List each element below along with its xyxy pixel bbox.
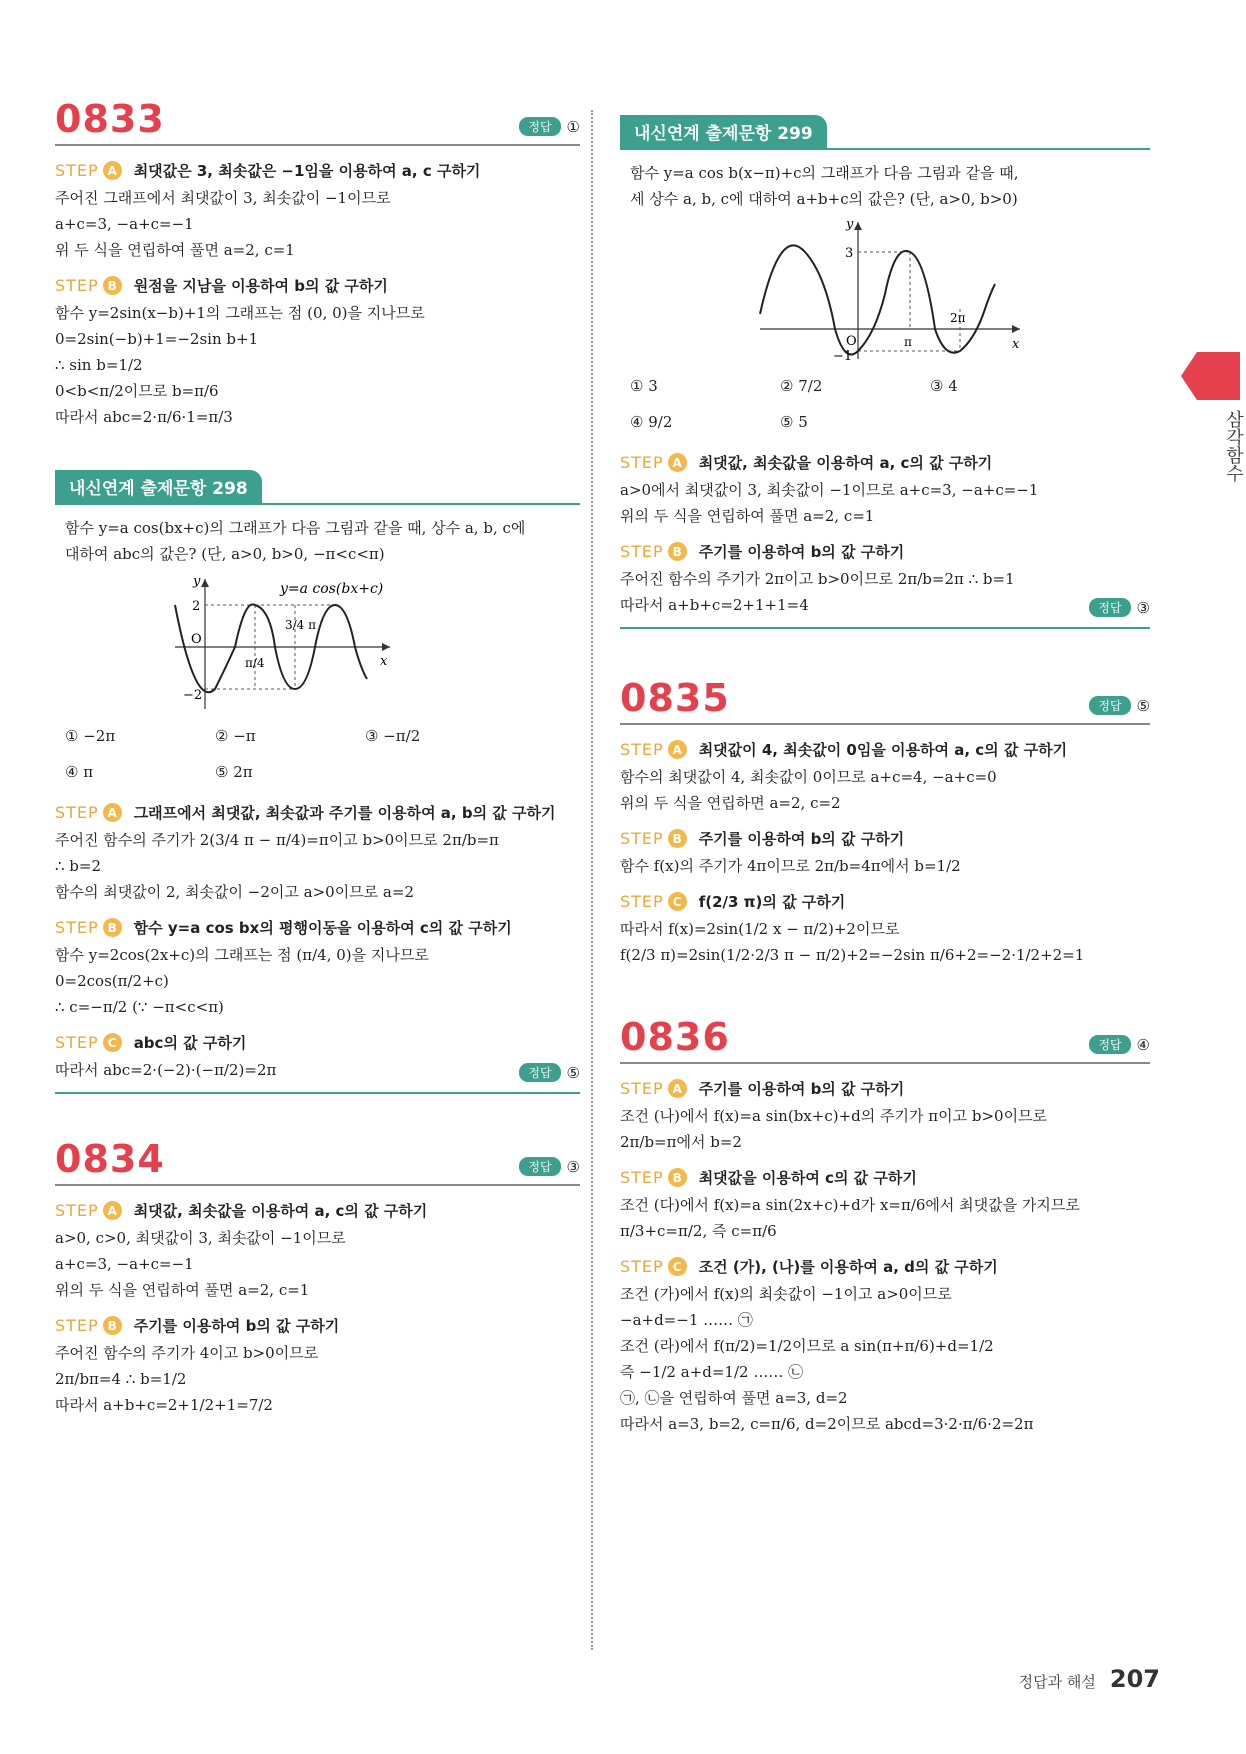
min-label: −2 (183, 688, 203, 703)
origin-label: O (846, 334, 857, 349)
chapter-tab[interactable] (1197, 352, 1240, 400)
right-column (620, 100, 1150, 1437)
step-header: STEP C f(2/3 π)의 값 구하기 (620, 892, 846, 911)
step-header: STEP B 원점을 지남을 이용하여 b의 값 구하기 (55, 276, 388, 295)
problem-0836-header (620, 1015, 1150, 1064)
answer-value: ⑤ (566, 1063, 580, 1082)
choice[interactable]: ④ 9/2 (630, 413, 673, 431)
page-footer (1019, 1665, 1160, 1693)
solution-line: 위의 두 식을 연립하면 a=2, c=2 (620, 794, 841, 812)
solution-line: ∴ sin b=1/2 (55, 356, 143, 374)
solution-line: 함수 f(x)의 주기가 4π이므로 2π/b=4π에서 b=1/2 (620, 857, 961, 875)
problem-0834-steps (55, 1200, 580, 1418)
solution-line: ∴ b=2 (55, 857, 102, 875)
solution-line: 2π/b=π에서 b=2 (620, 1133, 742, 1151)
step-header: STEP A 주기를 이용하여 b의 값 구하기 (620, 1079, 905, 1098)
question-line: 대하여 abc의 값은? (단, a>0, b>0, −π<c<π) (65, 545, 385, 563)
solution-line: 위의 두 식을 연립하여 풀면 a=2, c=1 (620, 507, 875, 525)
related-problem-299-header (620, 115, 1150, 150)
answer-value: ④ (1136, 1035, 1150, 1054)
section-end-line (55, 1092, 580, 1094)
solution-line: a+c=3, −a+c=−1 (55, 215, 194, 233)
answer-badge: 정답 (1089, 696, 1130, 715)
answer-badge: 정답 (519, 1063, 560, 1082)
choice-list (65, 718, 570, 790)
step-header: STEP A 최댓값, 최솟값을 이용하여 a, c의 값 구하기 (55, 1201, 428, 1220)
solution-line: ㉠, ㉡을 연립하여 풀면 a=3, d=2 (620, 1389, 848, 1407)
problem-0834-header (55, 1137, 580, 1186)
step-header: STEP C 조건 (가), (나)를 이용하여 a, d의 값 구하기 (620, 1257, 998, 1276)
y-axis-label: y (193, 574, 201, 589)
problem-number: 0833 (55, 97, 165, 141)
problem-0833-steps (55, 160, 580, 430)
section-end-line (620, 627, 1150, 629)
answer-value: ⑤ (1136, 696, 1150, 715)
answer-box (1089, 1035, 1150, 1054)
left-column (55, 97, 580, 1418)
solution-line: 조건 (가)에서 f(x)의 최솟값이 −1이고 a>0이므로 (620, 1285, 952, 1303)
solution-line: 주어진 함수의 주기가 2π이고 b>0이므로 2π/b=2π ∴ b=1 (620, 570, 1015, 588)
solution-line: a>0에서 최댓값이 3, 최솟값이 −1이므로 a+c=3, −a+c=−1 (620, 481, 1039, 499)
curve-label: y=a cos(bx+c) (280, 581, 384, 597)
step-header: STEP A 최댓값이 4, 최솟값이 0임을 이용하여 a, c의 값 구하기 (620, 740, 1068, 759)
solution-line: 따라서 a+b+c=2+1/2+1=7/2 (55, 1396, 273, 1414)
solution-line: 함수의 최댓값이 4, 최솟값이 0이므로 a+c=4, −a+c=0 (620, 768, 997, 786)
solution-line: 2π/bπ=4 ∴ b=1/2 (55, 1370, 187, 1388)
answer-box (519, 117, 580, 136)
answer-value: ③ (1136, 598, 1150, 617)
related-299-steps (620, 452, 1150, 617)
max-label: 3 (845, 246, 854, 261)
solution-line: 0=2cos(π/2+c) (55, 972, 169, 990)
page-number: 207 (1109, 1665, 1160, 1693)
solution-line: 따라서 f(x)=2sin(1/2 x − π/2)+2이므로 (620, 920, 900, 938)
answer-box (1089, 696, 1150, 715)
solution-line: 따라서 a+b+c=2+1+1=4 (620, 596, 809, 614)
max-label: 2 (192, 599, 201, 614)
choice[interactable]: ④ π (65, 763, 94, 781)
solution-line: 조건 (다)에서 f(x)=a sin(2x+c)+d가 x=π/6에서 최댓값을 가지므로 (620, 1196, 1080, 1214)
x-axis-label: x (1012, 337, 1020, 352)
solution-line: 따라서 abc=2·(−2)·(−π/2)=2π (55, 1061, 277, 1079)
problem-number: 0834 (55, 1137, 165, 1181)
choice[interactable]: ① −2π (65, 727, 116, 745)
problem-0833-header (55, 97, 580, 146)
solution-line: 주어진 함수의 주기가 4이고 b>0이므로 (55, 1344, 319, 1362)
question-line: 함수 y=a cos b(x−π)+c의 그래프가 다음 그림과 같을 때, (630, 164, 1019, 182)
answer-badge: 정답 (519, 117, 560, 136)
related-298-steps (55, 802, 580, 1082)
related-tag: 내신연계 출제문항 298 (55, 470, 262, 503)
answer-badge: 정답 (519, 1157, 560, 1176)
question-line: 함수 y=a cos(bx+c)의 그래프가 다음 그림과 같을 때, 상수 a, b, c에 (65, 519, 526, 537)
x-tick-label: π (904, 335, 912, 349)
solution-line: a+c=3, −a+c=−1 (55, 1255, 194, 1273)
problem-number: 0836 (620, 1015, 730, 1059)
choice[interactable]: ③ 4 (930, 377, 958, 395)
chapter-tab-label: 삼각함수 (1223, 410, 1244, 482)
footer-label: 정답과 해설 (1018, 1673, 1096, 1691)
answer-badge: 정답 (1089, 598, 1130, 617)
problem-number: 0835 (620, 676, 730, 720)
choice[interactable]: ① 3 (630, 377, 658, 395)
step-header: STEP A 최댓값은 3, 최솟값은 −1임을 이용하여 a, c 구하기 (55, 161, 481, 180)
solution-line: 위 두 식을 연립하여 풀면 a=2, c=1 (55, 241, 295, 259)
solution-line: π/3+c=π/2, 즉 c=π/6 (620, 1222, 777, 1240)
graph-298 (55, 569, 580, 714)
step-header: STEP B 주기를 이용하여 b의 값 구하기 (55, 1316, 340, 1335)
min-label: −1 (833, 349, 853, 364)
solution-line: 함수의 최댓값이 2, 최솟값이 −2이고 a>0이므로 a=2 (55, 883, 414, 901)
solution-line: 함수 y=2sin(x−b)+1의 그래프는 점 (0, 0)을 지나므로 (55, 304, 425, 322)
solution-line: 조건 (나)에서 f(x)=a sin(bx+c)+d의 주기가 π이고 b>0이므로 (620, 1107, 1048, 1125)
y-axis-label: y (846, 217, 854, 232)
choice[interactable]: ③ −π/2 (365, 727, 421, 745)
problem-0836-steps (620, 1078, 1150, 1437)
answer-value: ① (566, 117, 580, 136)
choice[interactable]: ② 7/2 (780, 377, 823, 395)
answer-value: ③ (566, 1157, 580, 1176)
solution-line: 0<b<π/2이므로 b=π/6 (55, 382, 219, 400)
solution-line: a>0, c>0, 최댓값이 3, 최솟값이 −1이므로 (55, 1229, 346, 1247)
solution-line: 위의 두 식을 연립하여 풀면 a=2, c=1 (55, 1281, 310, 1299)
answer-badge: 정답 (1089, 1035, 1130, 1054)
column-divider (591, 110, 593, 1650)
related-tag: 내신연계 출제문항 299 (620, 115, 827, 148)
choice[interactable]: ⑤ 5 (780, 413, 808, 431)
x-tick-label: π/4 (245, 656, 265, 670)
choice[interactable]: ⑤ 2π (215, 763, 253, 781)
problem-0835-header (620, 676, 1150, 725)
step-header: STEP B 함수 y=a cos bx의 평행이동을 이용하여 c의 값 구하기 (55, 918, 512, 937)
choice-list (630, 368, 1140, 440)
solution-line: 주어진 그래프에서 최댓값이 3, 최솟값이 −1이므로 (55, 189, 391, 207)
choice[interactable]: ② −π (215, 727, 256, 745)
solution-line: ∴ c=−π/2 (∵ −π<c<π) (55, 998, 224, 1016)
solution-line: 0=2sin(−b)+1=−2sin b+1 (55, 330, 259, 348)
step-header: STEP A 그래프에서 최댓값, 최솟값과 주기를 이용하여 a, b의 값 구하기 (55, 803, 556, 822)
answer-box (519, 1157, 580, 1176)
step-header: STEP B 최댓값을 이용하여 c의 값 구하기 (620, 1168, 917, 1187)
solution-line: 함수 y=2cos(2x+c)의 그래프는 점 (π/4, 0)을 지나므로 (55, 946, 429, 964)
x-axis-label: x (380, 654, 388, 669)
x-tick-label: 2π (950, 311, 966, 325)
solution-line: 주어진 함수의 주기가 2(3/4 π − π/4)=π이고 b>0이므로 2π/b=π (55, 831, 499, 849)
step-header: STEP A 최댓값, 최솟값을 이용하여 a, c의 값 구하기 (620, 453, 993, 472)
step-header: STEP C abc의 값 구하기 (55, 1033, 247, 1052)
question-line: 세 상수 a, b, c에 대하여 a+b+c의 값은? (단, a>0, b>0) (630, 190, 1018, 208)
problem-0835-steps (620, 739, 1150, 968)
related-problem-298-header (55, 470, 580, 505)
step-header: STEP B 주기를 이용하여 b의 값 구하기 (620, 829, 905, 848)
solution-line: f(2/3 π)=2sin(1/2·2/3 π − π/2)+2=−2sin π/6+2=−2·1/2+2=1 (620, 946, 1085, 964)
solution-line: 조건 (라)에서 f(π/2)=1/2이므로 a sin(π+π/6)+d=1/2 (620, 1337, 994, 1355)
origin-label: O (191, 632, 202, 647)
solution-line: 따라서 abc=2·π/6·1=π/3 (55, 408, 233, 426)
solution-line: −a+d=−1 …… ㉠ (620, 1311, 753, 1329)
graph-299 (620, 214, 1150, 364)
step-header: STEP B 주기를 이용하여 b의 값 구하기 (620, 542, 905, 561)
x-tick-label: 3/4 π (285, 618, 317, 632)
solution-line: 따라서 a=3, b=2, c=π/6, d=2이므로 abcd=3·2·π/6·2=2π (620, 1415, 1034, 1433)
solution-line: 즉 −1/2 a+d=1/2 …… ㉡ (620, 1363, 804, 1381)
